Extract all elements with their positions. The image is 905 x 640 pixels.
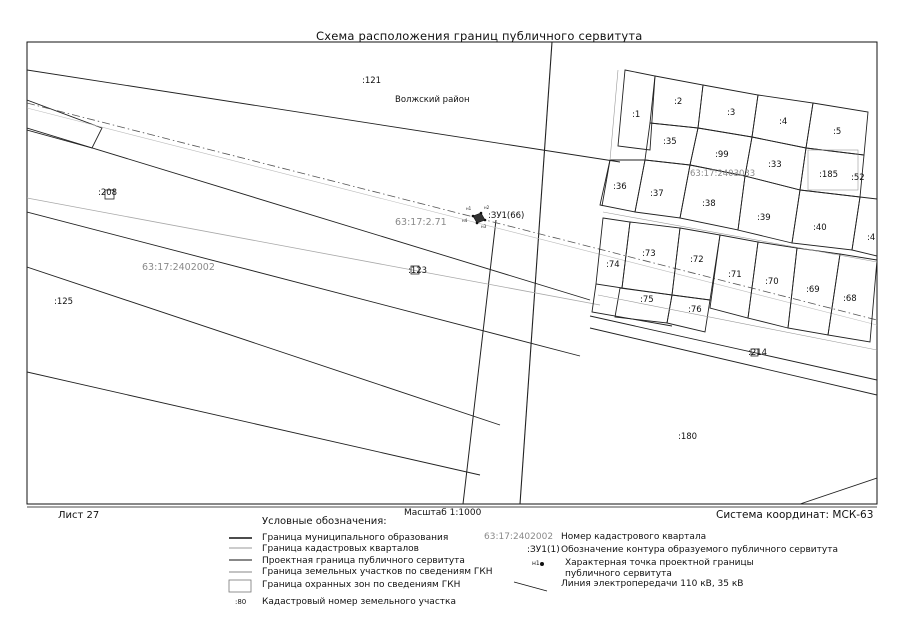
legend-contour-text: Обозначение контура образуемого публичного сервитута [561, 545, 838, 555]
power-line-gray [27, 108, 877, 325]
parcel-185-label: :185 [819, 170, 839, 180]
parcel-4-label: :4 [779, 117, 788, 127]
parcel-121-label: :121 [362, 76, 382, 86]
parcel-68-label: :68 [843, 294, 857, 304]
parcel-73-label: :73 [642, 249, 656, 259]
parcel-70-label: :70 [765, 277, 779, 287]
lower-boundary-1 [590, 316, 877, 380]
parcel-71-label: :71 [728, 270, 742, 280]
road-line-5 [27, 372, 480, 475]
scale-label: Масштаб 1:1000 [404, 508, 482, 518]
quarter-2402002-label: 63:17:2402002 [142, 262, 215, 273]
map-title: Схема расположения границ публичного сервитута [316, 29, 643, 43]
legend-parcel-sample: :80 [235, 598, 247, 606]
legend-point-sample: н1 [532, 560, 540, 567]
legend-contour-sample: :ЗУ1(1) [527, 545, 560, 555]
parcel-33-label: :33 [768, 160, 782, 170]
parcel-99-label: :99 [715, 150, 729, 160]
legend-text-parcels: Граница земельных участков по сведениям ГКН [262, 567, 493, 577]
sheet-number: Лист 27 [58, 510, 100, 521]
map-frame [27, 42, 877, 504]
road-line-1 [27, 70, 620, 162]
parcel-4x-label: :4 [867, 233, 876, 243]
parcel-37-label: :37 [650, 189, 664, 199]
legend-text-zones: Граница охранных зон по сведениям ГКН [262, 580, 461, 590]
legend-point-text-1: Характерная точка проектной границы [565, 558, 754, 568]
legend-box-zones [229, 580, 251, 592]
parcel-38-label: :38 [702, 199, 716, 209]
parcel-1-label: :1 [632, 110, 641, 120]
coordinate-system: Система координат: МСК-63 [716, 509, 874, 521]
district-label: Волжский район [395, 95, 470, 105]
legend-text-municipal: Граница муниципального образования [262, 533, 449, 543]
parcel-36-label: :36 [613, 182, 627, 192]
point-label-n3: н3 [481, 224, 487, 229]
legend-text-servitude: Проектная граница публичного сервитута [262, 556, 465, 566]
legend-powerline-text: Линия электропередачи 110 кВ, 35 кВ [561, 579, 744, 589]
parcel-35-label: :35 [663, 137, 677, 147]
parcel-52-label: :52 [851, 173, 865, 183]
parcel-69-label: :69 [806, 285, 820, 295]
legend-point-text-2: публичного сервитута [565, 569, 672, 579]
road-line-4 [27, 267, 500, 425]
legend-quarter-text: Номер кадастрового квартала [561, 532, 707, 542]
parcel-39-label: :39 [757, 213, 771, 223]
parcel-3-label: :3 [727, 108, 736, 118]
point-label-n1: н1 [466, 206, 472, 211]
legend-heading: Условные обозначения: [262, 516, 387, 527]
lower-boundary-3 [800, 478, 877, 504]
legend-text-quarters: Граница кадастровых кварталов [262, 544, 419, 554]
legend-text-cadastral: Кадастровый номер земельного участка [262, 597, 456, 607]
parcel-76-label: :76 [688, 305, 702, 315]
servitude-label: :ЗУ1(66) [488, 211, 525, 221]
municipal-boundary [520, 42, 552, 504]
parcel-123-label: :123 [408, 266, 428, 276]
road-line-3 [27, 212, 580, 356]
parcel-180-label: :180 [678, 432, 698, 442]
servitude-contour [472, 212, 487, 225]
map-content [27, 42, 877, 504]
parcel-72-label: :72 [690, 255, 704, 265]
parcel-74-label: :74 [606, 260, 620, 270]
parcel-5-label: :5 [833, 127, 842, 137]
legend-point-marker [540, 562, 544, 566]
point-label-n4: н4 [462, 218, 468, 223]
point-label-n2: н2 [484, 205, 490, 210]
legend-powerline [514, 582, 547, 591]
lower-boundary-2 [590, 328, 877, 395]
legend-quarter-sample: 63:17:2402002 [484, 532, 554, 542]
parcel-208-label: :208 [98, 188, 118, 198]
parcel-40-label: :40 [813, 223, 827, 233]
parcel-125-label: :125 [54, 297, 74, 307]
parcel-75-label: :75 [640, 295, 654, 305]
quarter-line-label: 63:17:2.71 [395, 217, 447, 228]
quarter-2403033-label: 63:17:2403033 [690, 169, 756, 179]
parcel-214-label: :214 [748, 348, 768, 358]
parcel-2-label: :2 [674, 97, 683, 107]
